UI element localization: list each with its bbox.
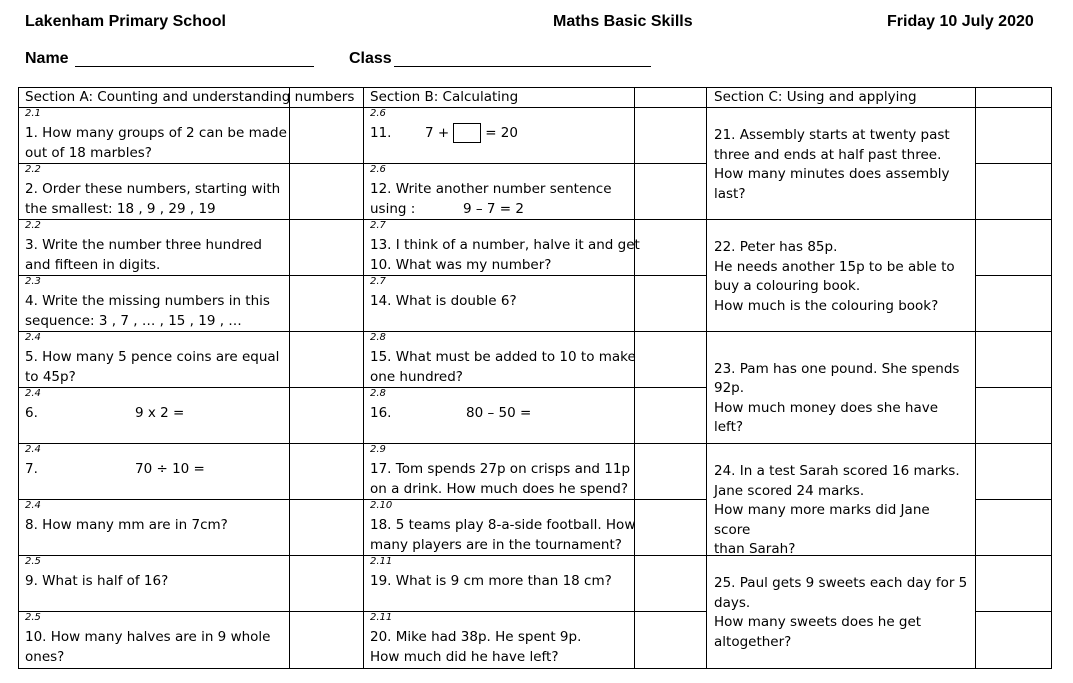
b-answer-cell[interactable]	[635, 108, 707, 162]
a-question-text: 10. How many halves are in 9 whole	[25, 629, 271, 645]
a-skill-code: 2.4	[25, 332, 41, 343]
b-question-equation: 9 – 7 = 2	[463, 201, 524, 217]
a-question-text: 2. Order these numbers, starting with	[25, 181, 281, 197]
b-answer-cell[interactable]	[635, 612, 707, 666]
c-question-text	[714, 574, 969, 652]
b-skill-code: 2.7	[370, 220, 386, 231]
a-answer-cell[interactable]	[290, 556, 362, 610]
c-question-line: How much money does she have left?	[714, 399, 939, 436]
c-question-line: 25. Paul gets 9 sweets each day for 5	[714, 575, 968, 591]
b-skill-code: 2.6	[370, 108, 386, 119]
b-answer-cell[interactable]	[635, 164, 707, 218]
b-question-text: 12. Write another number sentence	[370, 181, 612, 197]
a-question-text: 9. What is half of 16?	[25, 573, 169, 589]
b-question-text: 18. 5 teams play 8-a-side football. How	[370, 517, 636, 533]
b-question-text: one hundred?	[370, 369, 463, 385]
a-answer-cell[interactable]	[290, 276, 362, 330]
b-skill-code: 2.11	[370, 612, 393, 623]
b-skill-code: 2.8	[370, 388, 386, 399]
a-answer-cell[interactable]	[290, 444, 362, 498]
section-c-header: Section C: Using and applying	[714, 89, 917, 105]
equation-part: = 20	[485, 125, 518, 141]
a-answer-cell[interactable]	[290, 332, 362, 386]
c-question-line: Jane scored 24 marks.	[714, 482, 865, 499]
c-question-text	[714, 238, 969, 316]
c-question-line: How many minutes does assembly	[714, 166, 950, 182]
school-name: Lakenham Primary School	[25, 13, 226, 30]
b-skill-code: 2.11	[370, 556, 393, 567]
section-a-header: Section A: Counting and understanding numbers	[25, 89, 355, 105]
c-question-text	[714, 126, 969, 204]
b-skill-code: 2.8	[370, 332, 386, 343]
a-answer-cell[interactable]	[290, 388, 362, 442]
skills-table	[18, 87, 1052, 669]
b-skill-code: 2.6	[370, 164, 386, 175]
a-question-text: 3. Write the number three hundred	[25, 237, 262, 253]
a-skill-code: 2.1	[25, 108, 41, 119]
c-question-line: last?	[714, 185, 746, 202]
b-question-text: 14. What is double 6?	[370, 293, 517, 309]
b-question-text: 17. Tom spends 27p on crisps and 11p	[370, 461, 631, 477]
section-b-header: Section B: Calculating	[370, 89, 519, 105]
a-skill-code: 2.5	[25, 556, 41, 567]
row-divider	[19, 275, 706, 276]
b-question-equation	[425, 123, 518, 143]
c-question-line: How many sweets does he get	[714, 614, 922, 630]
a-question-text: 7.	[25, 461, 38, 477]
name-label: Name	[25, 50, 69, 67]
b-answer-cell[interactable]	[635, 500, 707, 554]
answer-box[interactable]	[453, 123, 481, 143]
row-divider	[19, 219, 1051, 220]
b-skill-code: 2.9	[370, 444, 386, 455]
c-answer-cell[interactable]	[976, 332, 1052, 442]
c-question-line: 22. Peter has 85p.	[714, 239, 838, 255]
a-answer-cell[interactable]	[290, 500, 362, 554]
test-date: Friday 10 July 2020	[887, 13, 1034, 30]
a-skill-code: 2.4	[25, 444, 41, 455]
b-answer-cell[interactable]	[635, 444, 707, 498]
a-question-equation: 70 ÷ 10 =	[135, 461, 205, 477]
class-label: Class	[349, 50, 392, 67]
b-question-text: 19. What is 9 cm more than 18 cm?	[370, 573, 612, 589]
b-question-text: 16.	[370, 405, 392, 421]
b-answer-cell[interactable]	[635, 388, 707, 442]
b-question-text: How much did he have left?	[370, 649, 559, 665]
a-question-text: 5. How many 5 pence coins are equal	[25, 349, 280, 365]
c-question-line: 21. Assembly starts at twenty past	[714, 127, 950, 143]
b-question-text: 20. Mike had 38p. He spent 9p.	[370, 629, 582, 645]
b-skill-code: 2.10	[370, 500, 393, 511]
b-answer-cell[interactable]	[635, 220, 707, 274]
a-answer-cell[interactable]	[290, 164, 362, 218]
row-divider	[19, 331, 1051, 332]
row-divider	[19, 611, 706, 612]
b-question-text: using :	[370, 201, 416, 217]
row-divider	[19, 499, 706, 500]
c-question-line: 23. Pam has one pound. She spends	[714, 360, 960, 377]
a-question-text: out of 18 marbles?	[25, 145, 152, 161]
a-question-text: and fifteen in digits.	[25, 257, 161, 273]
c-answer-cell[interactable]	[976, 220, 1052, 330]
a-question-equation: 9 x 2 =	[135, 405, 185, 421]
a-answer-cell[interactable]	[290, 612, 362, 666]
b-question-text: 15. What must be added to 10 to make	[370, 349, 636, 365]
b-question-text: many players are in the tournament?	[370, 537, 622, 553]
c-answer-cell[interactable]	[976, 444, 1052, 554]
a-skill-code: 2.2	[25, 220, 41, 231]
row-divider	[19, 163, 706, 164]
c-question-text	[714, 462, 969, 560]
class-line[interactable]	[394, 66, 651, 67]
subject-title: Maths Basic Skills	[553, 13, 693, 30]
c-question-line: altogether?	[714, 633, 792, 650]
b-question-text: on a drink. How much does he spend?	[370, 481, 629, 497]
b-answer-cell[interactable]	[635, 276, 707, 330]
column-divider	[363, 88, 364, 668]
c-question-line: buy a colouring book.	[714, 278, 861, 294]
a-answer-cell[interactable]	[290, 220, 362, 274]
row-divider	[19, 443, 1051, 444]
b-skill-code: 2.7	[370, 276, 386, 287]
c-question-line: days.	[714, 594, 751, 611]
a-question-text: sequence: 3 , 7 , … , 15 , 19 , …	[25, 313, 242, 329]
c-answer-cell[interactable]	[976, 108, 1052, 218]
c-question-line: How many more marks did Jane score	[714, 502, 930, 538]
a-skill-code: 2.3	[25, 276, 41, 287]
a-question-text: 6.	[25, 405, 38, 421]
c-question-line: How much is the colouring book?	[714, 297, 939, 314]
b-question-text: 10. What was my number?	[370, 257, 552, 273]
header-row-divider	[19, 107, 1051, 108]
b-question-equation: 80 – 50 =	[466, 405, 532, 421]
a-question-text: to 45p?	[25, 369, 76, 385]
b-answer-cell[interactable]	[635, 556, 707, 610]
a-question-text: 8. How many mm are in 7cm?	[25, 517, 228, 533]
a-question-text: 1. How many groups of 2 can be made	[25, 125, 287, 141]
a-question-text: the smallest: 18 , 9 , 29 , 19	[25, 201, 216, 217]
row-divider	[19, 387, 706, 388]
a-skill-code: 2.4	[25, 500, 41, 511]
a-question-text: ones?	[25, 649, 65, 665]
c-question-line: 92p.	[714, 380, 745, 397]
a-skill-code: 2.4	[25, 388, 41, 399]
c-question-line: than Sarah?	[714, 541, 796, 557]
b-question-text: 11.	[370, 125, 392, 141]
a-question-text: 4. Write the missing numbers in this	[25, 293, 270, 309]
c-question-line: three and ends at half past three.	[714, 146, 942, 163]
b-answer-cell[interactable]	[635, 332, 707, 386]
name-line[interactable]	[75, 66, 314, 67]
a-answer-cell[interactable]	[290, 108, 362, 162]
b-question-text: 13. I think of a number, halve it and get	[370, 237, 640, 253]
c-question-line: 24. In a test Sarah scored 16 marks.	[714, 463, 960, 479]
c-question-line: He needs another 15p to be able to	[714, 258, 955, 275]
a-skill-code: 2.5	[25, 612, 41, 623]
c-answer-cell[interactable]	[976, 556, 1052, 666]
equation-part: 7 +	[425, 125, 450, 141]
a-skill-code: 2.2	[25, 164, 41, 175]
c-question-text	[714, 360, 969, 438]
